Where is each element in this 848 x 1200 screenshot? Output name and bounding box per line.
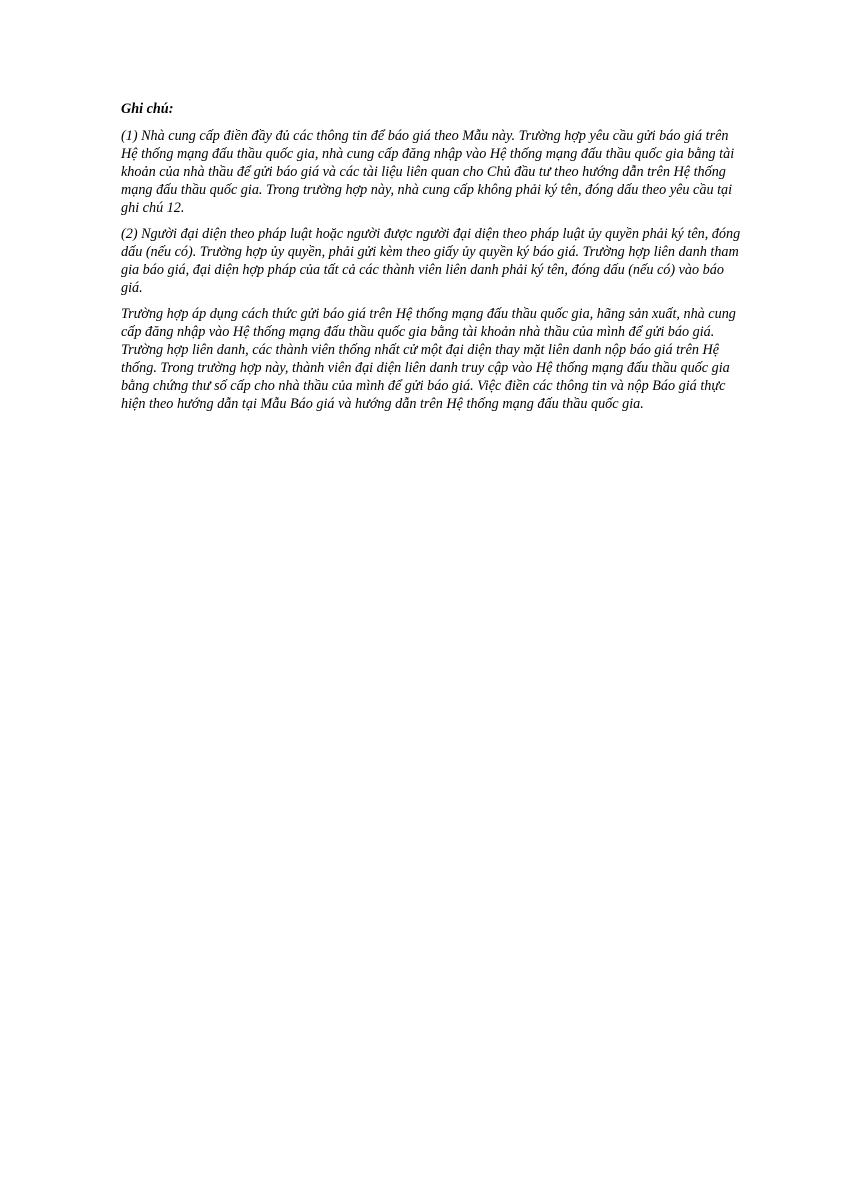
- note-paragraph-1: (1) Nhà cung cấp điền đầy đủ các thông tin để báo giá theo Mẫu này. Trường hợp yêu cầu gửi báo giá trên Hệ thống mạng đấu thầu quốc gia, nhà cung cấp đăng nhập vào Hệ thống mạng đấu thầu quốc gia bằng tài khoản của nhà thầu để gửi báo giá và các tài liệu liên quan cho Chủ đầu tư theo hướng dẫn trên Hệ thống mạng đấu thầu quốc gia. Trong trường hợp này, nhà cung cấp không phải ký tên, đóng dấu theo yêu cầu tại ghi chú 12.: [121, 128, 735, 216]
- notes-section: [121, 100, 743, 421]
- note-paragraph-2: (2) Người đại diện theo pháp luật hoặc người được người đại diện theo pháp luật ủy quyền phải ký tên, đóng dấu (nếu có). Trường hợp ủy quyền, phải gửi kèm theo giấy ủy quyền ký báo giá. Trường hợp liên danh tham gia báo giá, đại diện hợp pháp của tất cả các thành viên liên danh phải ký tên, đóng dấu (nếu có) vào báo giá.: [121, 226, 741, 296]
- notes-title: Ghi chú:: [121, 101, 174, 117]
- note-paragraph-3: Trường hợp áp dụng cách thức gửi báo giá trên Hệ thống mạng đấu thầu quốc gia, hãng sản xuất, nhà cung cấp đăng nhập vào Hệ thống mạng đấu thầu quốc gia bằng tài khoản nhà thầu của mình để gửi báo giá. Trường hợp liên danh, các thành viên thống nhất cử một đại diện thay mặt liên danh nộp báo giá trên Hệ thống. Trong trường hợp này, thành viên đại diện liên danh truy cập vào Hệ thống mạng đấu thầu quốc gia bằng chứng thư số cấp cho nhà thầu của mình để gửi báo giá. Việc điền các thông tin và nộp Báo giá thực hiện theo hướng dẫn tại Mẫu Báo giá và hướng dẫn trên Hệ thống mạng đấu thầu quốc gia.: [121, 306, 736, 412]
